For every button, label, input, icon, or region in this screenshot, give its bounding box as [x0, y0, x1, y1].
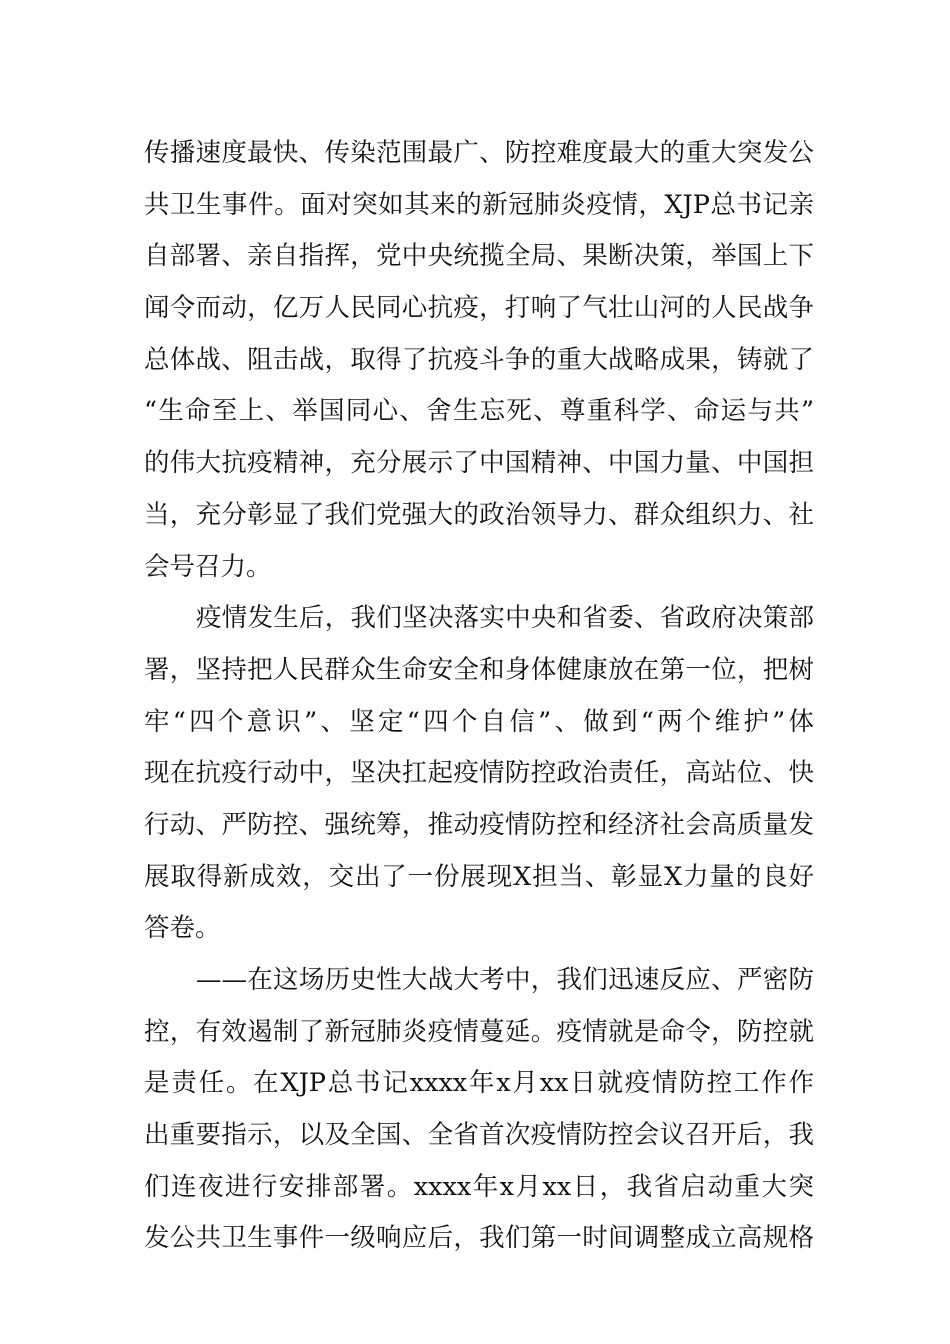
text-line: 展取得新成效，交出了一份展现X担当、彰显X力量的良好 — [144, 861, 814, 892]
paragraph-first-line: 疫情发生后，我们坚决落实中央和省委、省政府决策部 — [196, 603, 814, 634]
text-line: 发公共卫生事件一级响应后，我们第一时间调整成立高规格 — [144, 1223, 814, 1254]
text-line: 共卫生事件。面对突如其来的新冠肺炎疫情，XJP总书记亲 — [144, 189, 814, 220]
text-line: “生命至上、举国同心、舍生忘死、尊重科学、命运与共” — [144, 396, 814, 427]
text-line: 现在抗疫行动中，坚决扛起疫情防控政治责任，高站位、快 — [144, 758, 814, 789]
text-line: 自部署、亲自指挥，党中央统揽全局、果断决策，举国上下 — [144, 241, 814, 272]
text-line: 会号召力。 — [144, 551, 272, 582]
text-line: 出重要指示，以及全国、全省首次疫情防控会议召开后，我 — [144, 1120, 814, 1151]
text-line: 牢“四个意识”、坚定“四个自信”、做到“两个维护”体 — [144, 706, 814, 737]
text-line: 的伟大抗疫精神，充分展示了中国精神、中国力量、中国担 — [144, 448, 814, 479]
text-line: 答卷。 — [144, 913, 221, 944]
text-line: 总体战、阻击战，取得了抗疫斗争的重大战略成果，铸就了 — [144, 344, 814, 375]
text-line: 当，充分彰显了我们党强大的政治领导力、群众组织力、社 — [144, 499, 814, 530]
text-line: 控，有效遏制了新冠肺炎疫情蔓延。疫情就是命令，防控就 — [144, 1016, 814, 1047]
text-line: 闻令而动，亿万人民同心抗疫，打响了气壮山河的人民战争 — [144, 293, 814, 324]
text-line: 署，坚持把人民群众生命安全和身体健康放在第一位，把树 — [144, 654, 814, 685]
body-text — [144, 128, 814, 1265]
text-line: 们连夜进行安排部署。xxxx年x月xx日，我省启动重大突 — [144, 1171, 814, 1202]
paragraph-first-line: ——在这场历史性大战大考中，我们迅速反应、严密防 — [196, 965, 814, 995]
text-line: 传播速度最快、传染范围最广、防控难度最大的重大突发公 — [144, 138, 814, 168]
text-line: 行动、严防控、强统筹，推动疫情防控和经济社会高质量发 — [144, 809, 814, 840]
text-line: 是责任。在XJP总书记xxxx年x月xx日就疫情防控工作作 — [144, 1068, 814, 1099]
